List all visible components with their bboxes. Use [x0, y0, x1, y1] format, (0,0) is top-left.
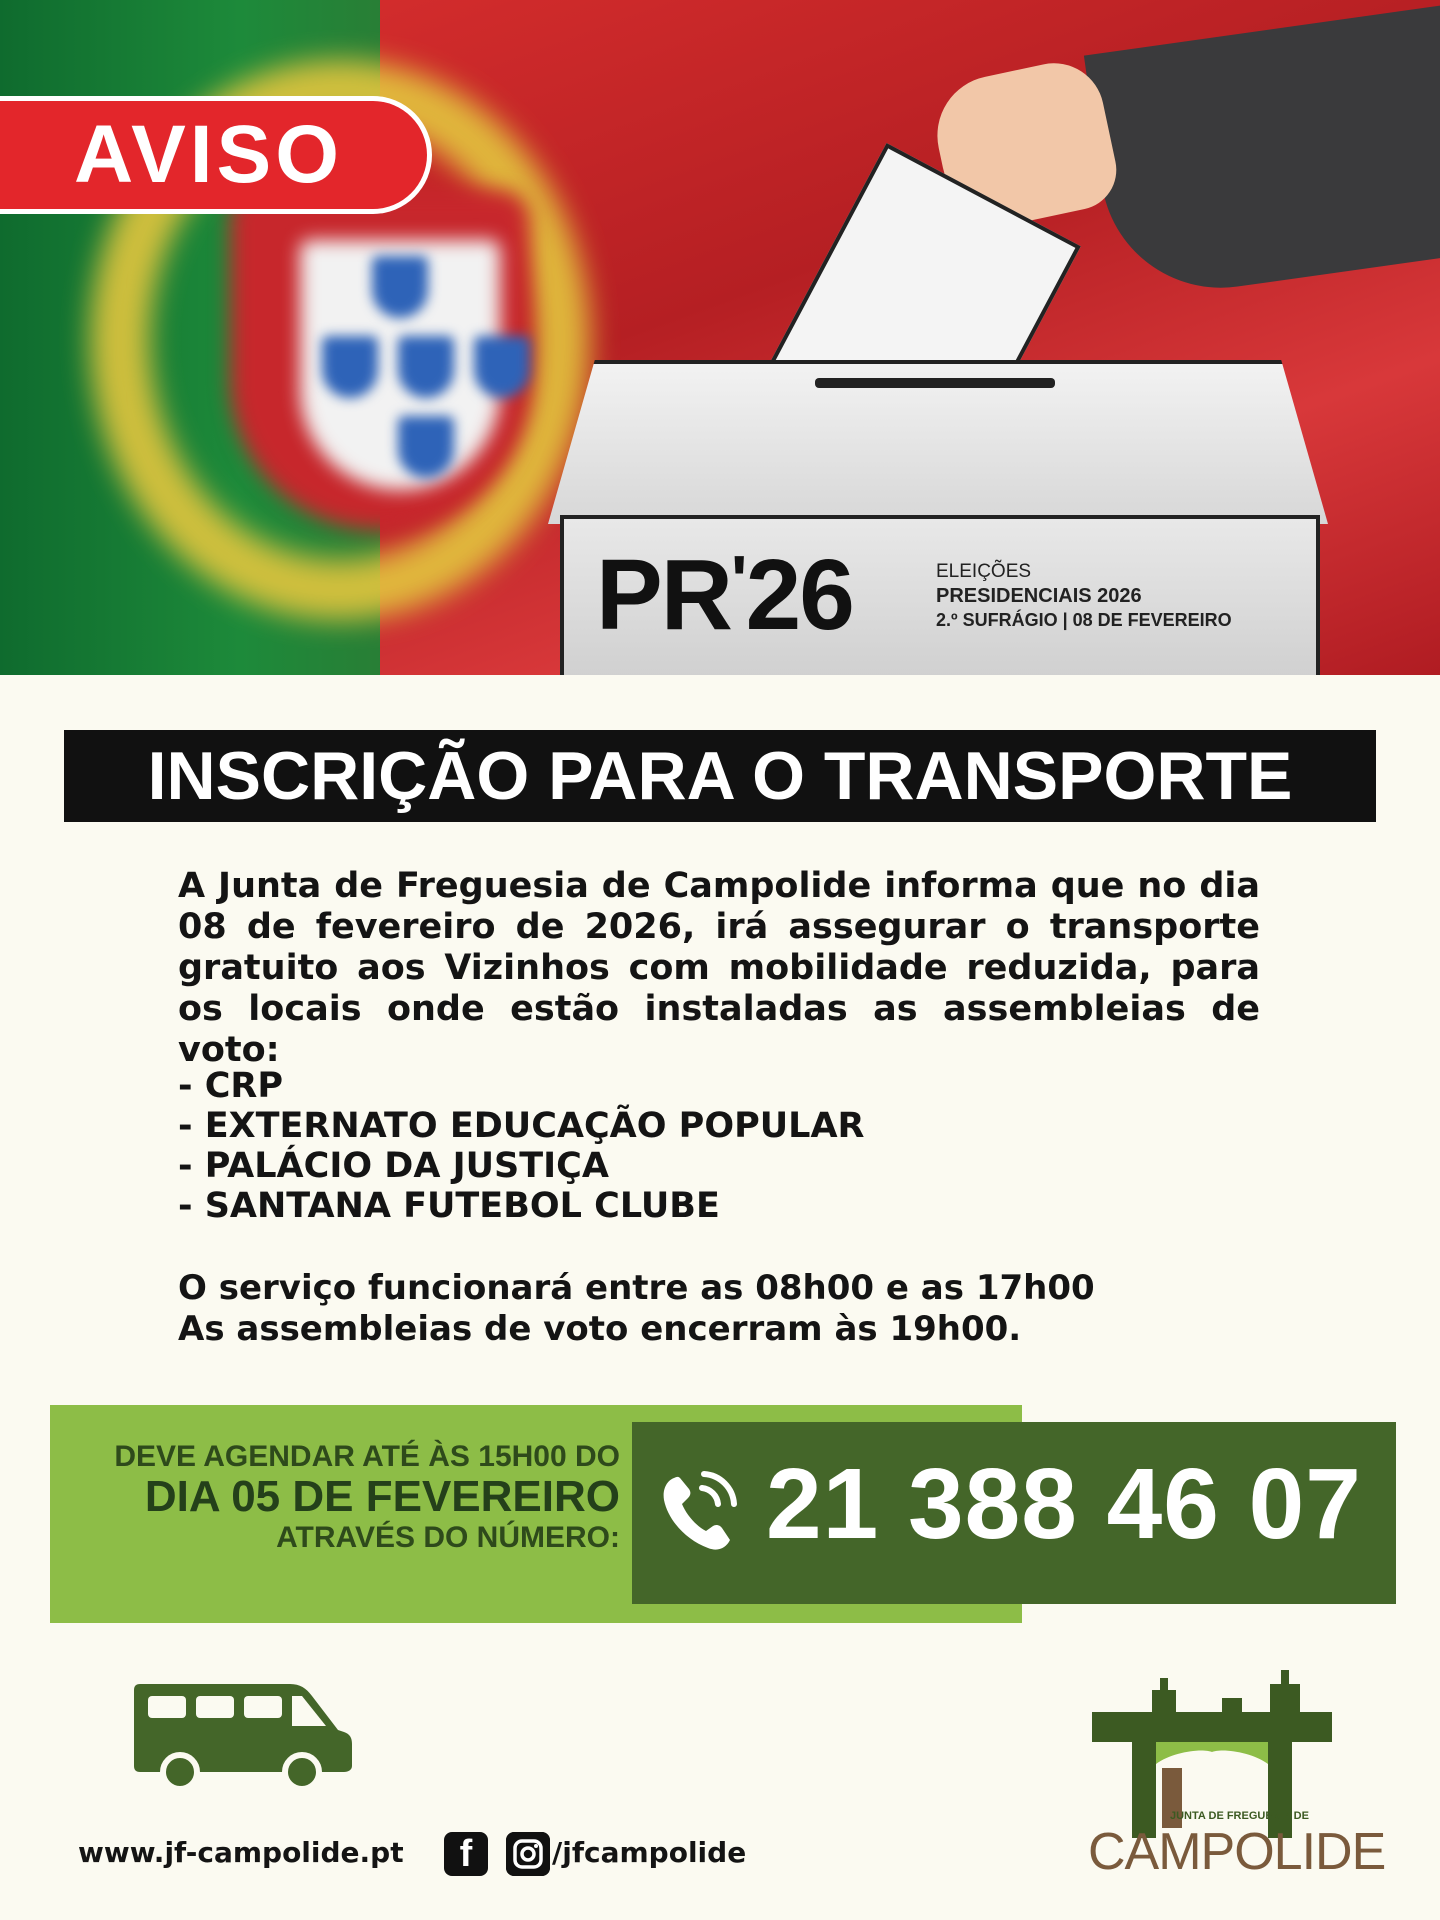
location-item: - CRP	[178, 1066, 283, 1106]
election-details	[936, 560, 1232, 631]
quina-left	[322, 336, 378, 398]
title-bar	[64, 730, 1376, 822]
quina-top	[372, 256, 428, 318]
election-round-date: 2.º SUFRÁGIO | 08 DE FEVEREIRO	[936, 609, 1232, 630]
logo-subtitle: JUNTA DE FREGUESIA DE	[1170, 1810, 1309, 1822]
intro-paragraph	[178, 866, 1260, 1071]
intro-text	[178, 866, 1260, 1071]
page-title: INSCRIÇÃO PARA O TRANSPORTE	[147, 738, 1293, 814]
service-hours: O serviço funcionará entre as 08h00 e as 17h00	[178, 1268, 1095, 1308]
election-label: ELEIÇÕES	[936, 561, 1032, 582]
ballot-box-slot	[815, 378, 1055, 388]
location-list	[178, 1066, 865, 1226]
booking-deadline	[50, 1440, 620, 1554]
website-link[interactable]: www.jf-campolide.pt	[78, 1836, 404, 1869]
election-mark	[596, 539, 853, 651]
notice-badge-label: AVISO	[73, 109, 344, 200]
facebook-icon[interactable]	[444, 1832, 488, 1876]
polls-closing-time: As assembleias de voto encerram às 19h00.	[178, 1309, 1022, 1349]
phone-icon	[656, 1466, 740, 1556]
location-item: - PALÁCIO DA JUSTIÇA	[178, 1146, 609, 1186]
facebook-glyph: f	[459, 1833, 473, 1875]
booking-deadline-date: DIA 05 DE FEVEREIRO	[144, 1472, 620, 1521]
booking-line-1: DEVE AGENDAR ATÉ ÀS 15H00 DO	[114, 1440, 620, 1473]
location-item: - EXTERNATO EDUCAÇÃO POPULAR	[178, 1106, 865, 1146]
intro-text-end: , irá assegurar o transporte gratuito aos Vizinhos com mobilidade reduzida, para os locais onde estão instaladas as assembleias de voto:	[178, 907, 1261, 1070]
quina-center	[398, 336, 454, 398]
booking-phone-number[interactable]: 21 388 46 07	[766, 1448, 1362, 1560]
quina-bottom	[398, 416, 454, 478]
instagram-icon[interactable]	[506, 1832, 550, 1876]
location-item: - SANTANA FUTEBOL CLUBE	[178, 1186, 720, 1226]
election-mark-year: 26	[745, 539, 853, 651]
service-info	[178, 1268, 1095, 1350]
intro-date: 08 de fevereiro de 2026	[178, 907, 682, 947]
van-icon	[130, 1674, 358, 1790]
quina-right	[474, 336, 530, 398]
intro-text-start: A Junta de Freguesia de Campolide informa que no dia	[178, 866, 1260, 906]
notice-badge	[0, 96, 432, 214]
social-handle[interactable]: /jfcampolide	[552, 1836, 747, 1869]
logo-wordmark: CAMPOLIDE	[1088, 1823, 1386, 1881]
election-mark-apostrophe: '	[730, 541, 746, 619]
booking-line-3: ATRAVÉS DO NÚMERO:	[276, 1521, 620, 1555]
election-mark-letters: PR	[596, 539, 731, 651]
election-name: PRESIDENCIAIS 2026	[936, 584, 1142, 607]
